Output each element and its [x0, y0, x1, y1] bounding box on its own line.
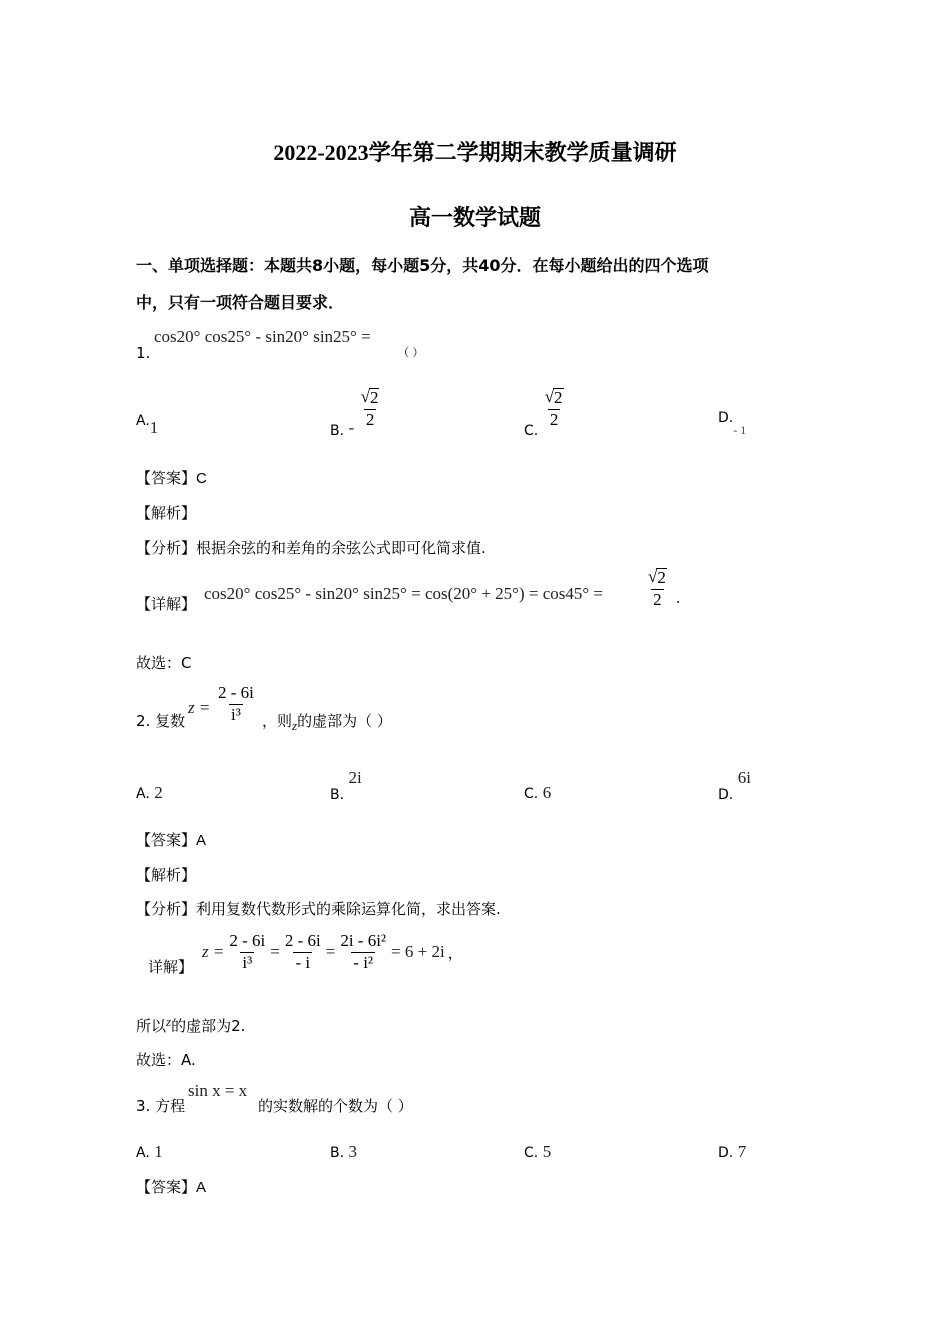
q2-middle: ，则 [262, 712, 293, 730]
q1-paren: （ ） [398, 346, 424, 359]
q2-prefix: 复数 [155, 712, 186, 730]
q1-option-b[interactable] [330, 387, 381, 439]
q2-stem [136, 710, 185, 731]
fenxi-text: 根据余弦的和差角的余弦公式即可化简求值. [196, 539, 486, 557]
option-value: 3 [348, 1142, 358, 1161]
fraction-denominator: i³ [231, 704, 241, 724]
option-value: 6 [542, 783, 552, 802]
option-value: 6i [737, 768, 751, 787]
section-heading-line2: 中，只有一项符合题目要求． [136, 293, 345, 312]
option-value: - 1 [733, 423, 747, 437]
fraction-denominator: 2 [549, 409, 559, 429]
fraction-denominator: 2 [653, 589, 662, 609]
q1-option-b-fraction: √ 2 2 [360, 387, 379, 429]
fraction-denominator: 2 [365, 409, 375, 429]
q2-detail-result: = 6 + 2i [391, 942, 445, 962]
q1-detail-label: 【详解】 [136, 595, 197, 613]
fraction-denominator: i³ [242, 952, 253, 972]
option-value: 1 [149, 418, 159, 437]
option-label: B. [330, 422, 345, 439]
option-label: B. [330, 1145, 345, 1161]
answer-label: 【答案】 [136, 1178, 197, 1196]
q2-detail-comma: ， [447, 943, 463, 962]
q2-option-b[interactable] [330, 768, 362, 803]
option-label: D. [718, 787, 734, 803]
q3-option-c[interactable] [524, 1142, 551, 1162]
q2-option-d[interactable] [718, 768, 751, 803]
fenxi-text: 利用复数代数形式的乘除运算化简，求出答案. [196, 900, 501, 918]
z-symbol: z = [202, 942, 225, 962]
option-sign: - [348, 417, 355, 437]
q1-expression: cos20° cos25° - sin20° sin25° = [154, 327, 371, 346]
q1-detail-fraction: √ 2 2 [648, 567, 666, 609]
option-label: D. [718, 1145, 734, 1161]
q2-detail-label: 详解】 [148, 958, 194, 976]
section-heading-line1: 一、单项选择题：本题共8小题，每小题5分，共40分．在每小题给出的四个选项 [136, 256, 709, 275]
page-subtitle: 高一数学试题 [408, 205, 541, 230]
equals-sign: = [270, 942, 280, 962]
fenxi-label: 【分析】 [136, 539, 197, 557]
q2-detail-fraction-2 [283, 932, 323, 972]
answer-value: A [196, 1179, 207, 1196]
q2-detail-fraction-3 [338, 932, 388, 972]
option-value: 2i [348, 768, 362, 787]
q2-detail-fraction-1 [227, 932, 267, 972]
q2-detail-chain [202, 932, 463, 972]
answer-label: 【答案】 [136, 831, 197, 849]
option-label: D. [718, 410, 734, 426]
fenxi-label: 【分析】 [136, 900, 197, 918]
equals-sign: = [325, 942, 336, 962]
q2-z: z [292, 718, 298, 733]
answer-value: A [196, 832, 207, 849]
q2-option-c[interactable] [524, 783, 551, 803]
q1-fenxi [136, 537, 486, 558]
q1-guxuan: 故选：C [136, 654, 192, 672]
q3-suffix: 的实数解的个数为（ ） [258, 1097, 413, 1115]
fraction-numerator: 2i - 6i² [340, 931, 387, 950]
q1-option-c[interactable] [524, 387, 566, 439]
fraction-numerator: 2 - 6i [218, 683, 254, 702]
option-label: C. [524, 1145, 539, 1161]
q2-guxuan: 故选：A. [136, 1051, 196, 1069]
q1-number: 1. [136, 344, 151, 362]
q3-option-a[interactable] [136, 1142, 163, 1162]
fraction-numerator: 2 - 6i [229, 931, 266, 950]
option-label: A. [136, 1145, 150, 1161]
option-label: B. [330, 787, 345, 803]
q3-prefix: 方程 [155, 1097, 186, 1115]
q2-fenxi [136, 898, 501, 919]
option-label: A. [136, 786, 150, 802]
q2-answer [136, 829, 206, 850]
option-value: 1 [154, 1142, 163, 1161]
fraction-numerator: 2 [369, 388, 379, 407]
conclusion-prefix: 所以 [136, 1017, 167, 1035]
conclusion-z: z [166, 1014, 172, 1029]
q2-suffix: 的虚部为（ ） [297, 712, 392, 730]
q2-fraction [216, 684, 256, 724]
q3-stem [136, 1095, 185, 1116]
q1-option-d[interactable] [718, 410, 747, 437]
fraction-denominator: - i [295, 952, 311, 972]
q3-expression: sin x = x [188, 1081, 248, 1100]
q1-answer [136, 467, 207, 488]
q3-option-b[interactable] [330, 1142, 357, 1162]
q1-option-a[interactable] [136, 410, 159, 437]
q2-number: 2. [136, 712, 151, 730]
page-title: 2022-2023学年第二学期期末教学质量调研 [273, 140, 677, 165]
q3-option-d[interactable] [718, 1142, 746, 1162]
q1-option-c-fraction: √ 2 2 [544, 387, 563, 429]
q2-z-eq: z = [188, 698, 211, 717]
option-value: 2 [154, 783, 163, 802]
q2-option-a[interactable] [136, 783, 163, 803]
q2-analysis-label: 【解析】 [136, 866, 197, 884]
option-value: 5 [542, 1142, 552, 1161]
conclusion-suffix: 的虚部为2. [171, 1017, 246, 1035]
fraction-denominator: - i² [353, 952, 374, 972]
option-value: 7 [737, 1142, 747, 1161]
answer-value: C [196, 470, 207, 487]
q1-analysis-label: 【解析】 [136, 504, 197, 522]
q3-number: 3. [136, 1097, 151, 1115]
q2-conclusion [136, 1015, 245, 1036]
fraction-numerator: 2 [657, 568, 666, 587]
q3-answer [136, 1176, 206, 1197]
option-label: A. [136, 413, 150, 429]
q1-detail-expression: cos20° cos25° - sin20° sin25° = cos(20° + 25°) = cos45° = [204, 584, 603, 603]
option-label: C. [524, 786, 539, 802]
fraction-numerator: 2 [554, 388, 563, 407]
q2-stem-rest [262, 710, 392, 731]
q1-detail-period: . [676, 588, 681, 607]
option-label: C. [524, 422, 539, 439]
fraction-numerator: 2 - 6i [284, 931, 321, 950]
answer-label: 【答案】 [136, 469, 197, 487]
